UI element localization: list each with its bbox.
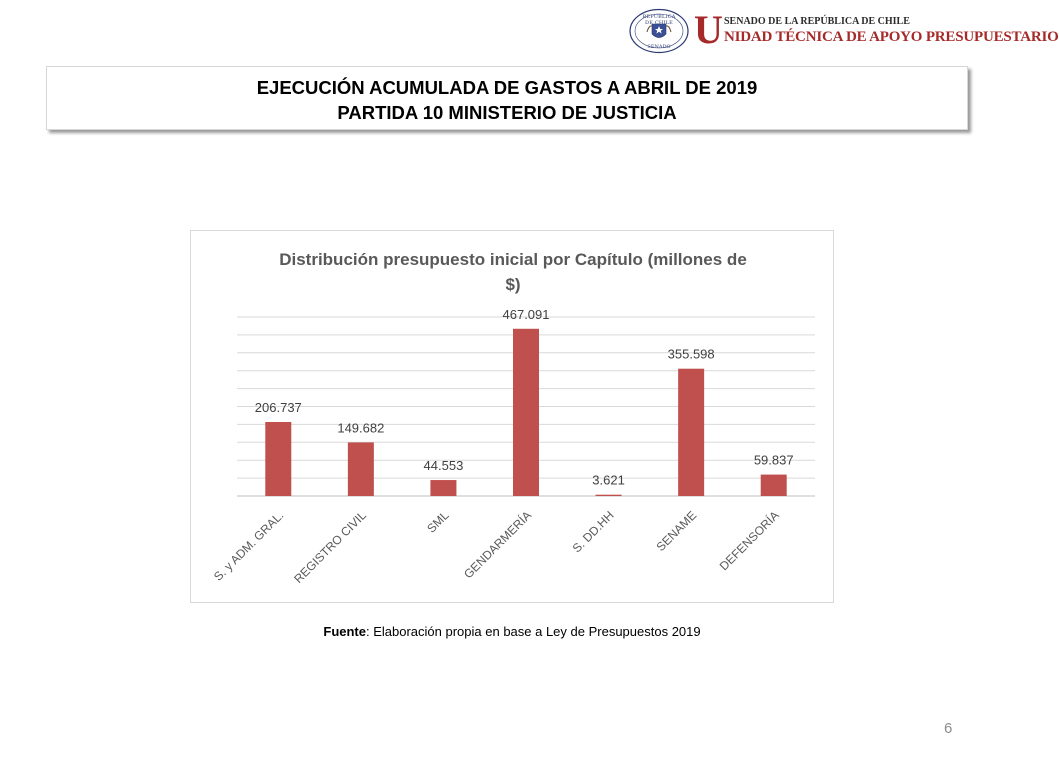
page-title: EJECUCIÓN ACUMULADA DE GASTOS A ABRIL DE 2019 — [256, 77, 758, 98]
bar — [430, 480, 456, 496]
data-label: 355.598 — [667, 346, 715, 362]
data-label: 3.621 — [592, 472, 625, 488]
bar — [348, 442, 374, 496]
chart-title-line2: $) — [505, 275, 521, 294]
logo-senate-name: SENADO DE LA REPÚBLICA DE CHILE — [724, 16, 910, 27]
bar — [678, 369, 704, 496]
data-label: 206.737 — [254, 399, 302, 415]
data-label: 149.682 — [337, 420, 385, 436]
page-subtitle: PARTIDA 10 MINISTERIO DE JUSTICIA — [337, 102, 677, 123]
x-tick-label: SML — [424, 508, 452, 536]
x-tick-label: SENAME — [653, 508, 700, 554]
seal-text-bottom: SENADO — [647, 44, 671, 50]
x-tick-labels — [211, 508, 782, 587]
senate-logo — [628, 7, 1059, 56]
chart-container — [190, 230, 834, 603]
senate-seal-icon — [628, 8, 690, 54]
source-text: : Elaboración propia en base a Ley de Presupuestos 2019 — [366, 624, 701, 639]
logo-initial: U — [694, 7, 723, 52]
data-label: 59.837 — [753, 452, 794, 468]
bar — [596, 495, 622, 496]
data-label: 467.091 — [502, 306, 550, 322]
x-tick-label: S. y ADM. GRAL. — [210, 508, 287, 584]
data-label: 44.553 — [423, 458, 464, 474]
page-number: 6 — [944, 720, 953, 737]
x-tick-label: GENDARMERÍA — [461, 508, 535, 582]
x-tick-label: REGISTRO CIVIL — [291, 508, 369, 587]
logo-unit-name: NIDAD TÉCNICA DE APOYO PRESUPUESTARIO — [724, 29, 1059, 45]
bar — [265, 422, 291, 496]
source-label: Fuente — [323, 624, 366, 639]
x-tick-label: S. DD.HH — [569, 508, 617, 556]
source-note — [0, 624, 1024, 639]
bar — [761, 475, 787, 496]
bar-chart — [191, 231, 835, 604]
bar — [513, 329, 539, 496]
title-box — [46, 66, 968, 130]
chart-title-line1: Distribución presupuesto inicial por Capítulo (millones de — [279, 250, 747, 269]
seal-text-top: REPÚBLICA DE CHILE — [642, 14, 676, 26]
x-tick-label: DEFENSORÍA — [716, 508, 782, 574]
